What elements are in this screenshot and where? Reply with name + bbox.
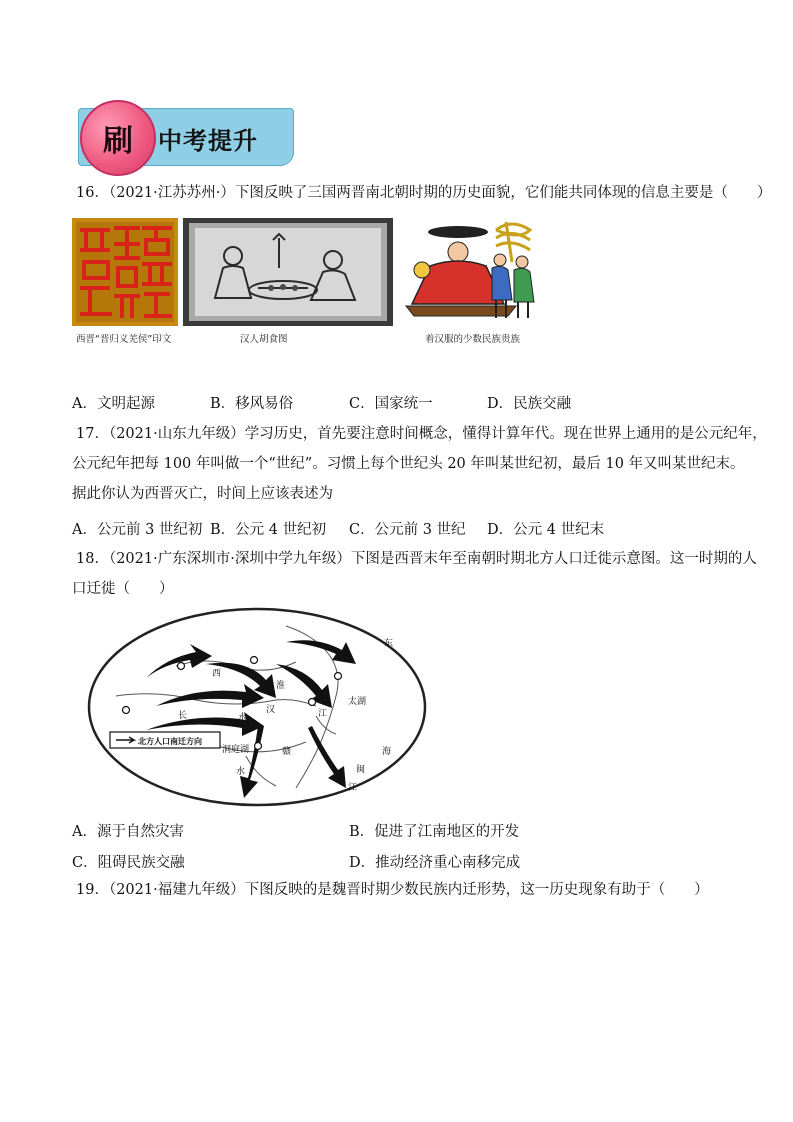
map-label-jiang: 江 [318, 709, 328, 719]
map-label-sea: 海 [382, 747, 392, 757]
q18-option-a[interactable]: A．源于自然灾害 [72, 824, 184, 840]
q18-line1: 18．（2021·广东深圳市·深圳中学九年级）下图是西晋末年至南朝时期北方人口迁徙示意图。这一时期的人 [76, 551, 757, 567]
map-label-dongting: 洞庭湖 [222, 745, 250, 755]
map-label-shui-1: 水 [238, 713, 248, 723]
map-label-chang: 长 [178, 711, 188, 721]
map-label-shui-2: 水 [236, 767, 246, 777]
map-label-jiang-2: 江 [348, 783, 358, 793]
map-label-gan: 赣 [282, 747, 292, 757]
caption-han-eating: 汉人胡食图 [240, 334, 288, 345]
migration-map [86, 606, 428, 808]
q18-line2: 口迁徙（ ） [72, 581, 174, 597]
map-label-east: 东 [384, 639, 394, 649]
map-label-min: 闽 [356, 765, 366, 775]
q17-option-b[interactable]: B．公元 4 世纪初 [210, 522, 327, 538]
caption-noble: 着汉服的少数民族贵族 [425, 334, 521, 345]
q17-option-c[interactable]: C．公元前 3 世纪 [349, 522, 466, 538]
q16-option-d[interactable]: D．民族交融 [487, 396, 572, 412]
q18-option-d[interactable]: D．推动经济重心南移完成 [349, 855, 521, 871]
q17-option-a[interactable]: A．公元前 3 世纪初 [72, 522, 203, 538]
q16-option-b[interactable]: B．移风易俗 [210, 396, 294, 412]
caption-seal: 西晋“晋归义羌侯”印文 [76, 334, 172, 345]
map-legend-label: 北方人口南迁方向 [138, 737, 202, 746]
map-label-huai: 淮 [276, 681, 286, 691]
q18-option-c[interactable]: C．阻碍民族交融 [72, 855, 185, 871]
section-badge [80, 100, 156, 176]
q17-line1: 17．（2021·山东九年级）学习历史，首先要注意时间概念，懂得计算年代。现在世界上通用的是公元纪年， [76, 426, 767, 442]
section-title: 中考提升 [158, 126, 258, 155]
noble-image [396, 218, 546, 326]
badge-char: 刷 [103, 124, 133, 159]
q17-option-d[interactable]: D．公元 4 世纪末 [487, 522, 605, 538]
map-label-xi: 西 [212, 669, 222, 679]
q17-line2: 公元纪年把每 100 年叫做一个“世纪”。习惯上每个世纪头 20 年叫某世纪初，最后 10 年又叫某世纪末。 [72, 456, 745, 472]
q19-stem: 19．（2021·福建九年级）下图反映的是魏晋时期少数民族内迁形势，这一历史现象有助于（ ） [76, 882, 709, 898]
seal-image [72, 218, 178, 326]
q18-option-b[interactable]: B．促进了江南地区的开发 [349, 824, 520, 840]
map-label-taihu: 太湖 [348, 697, 367, 707]
han-eating-image [183, 218, 393, 326]
q16-option-c[interactable]: C．国家统一 [349, 396, 433, 412]
map-label-han: 汉 [266, 705, 276, 715]
q17-line3: 据此你认为西晋灭亡，时间上应该表述为 [72, 486, 333, 502]
q16-option-a[interactable]: A．文明起源 [72, 396, 155, 412]
q16-stem: 16．（2021·江苏苏州·）下图反映了三国两晋南北朝时期的历史面貌，它们能共同体现的信息主要是（ ） [76, 185, 772, 201]
